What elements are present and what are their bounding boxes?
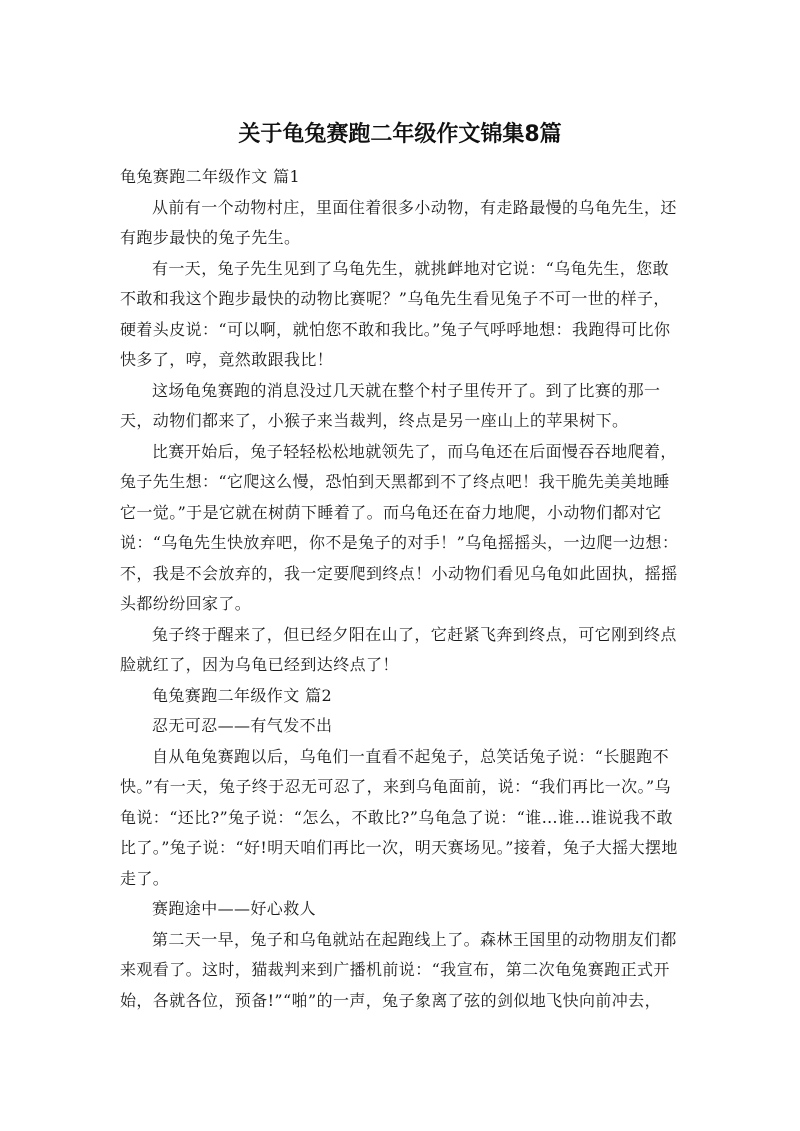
paragraph: 第二天一早，兔子和乌龟就站在起跑线上了。森林王国里的动物朋友们都来观看了。这时，猫裁判来到广播机前说：“我宣布，第二次龟兔赛跑正式开始，各就各位，预备!”“啪”的一声，兔子象离了弦的剑似地飞快向前冲去， xyxy=(120,929,677,1010)
section-subtitle: 忍无可忍——有气发不出 xyxy=(152,716,333,735)
essay-heading: 龟兔赛跑二年级作文 篇1 xyxy=(120,167,301,186)
section-subtitle: 赛跑途中——好心救人 xyxy=(152,899,317,918)
paragraph: 自从龟兔赛跑以后，乌龟们一直看不起兔子，总笑话兔子说：“长腿跑不快。”有一天，兔子终于忍无可忍了，来到乌龟面前，说：“我们再比一次。”乌龟说：“还比?”兔子说：“怎么，不敢比?”乌龟急了说：“谁…谁…谁说我不敢比了。”兔子说：“好!明天咱们再比一次，明天赛场见。”接着，兔子大摇大摆地走了。 xyxy=(120,746,678,888)
paragraph: 比赛开始后，兔子轻轻松松地就领先了，而乌龟还在后面慢吞吞地爬着，兔子先生想：“它爬这么慢，恐怕到天黑都到不了终点吧！我干脆先美美地睡它一觉。”于是它就在树荫下睡着了。而乌龟还在奋力地爬，小动物们都对它说：“乌龟先生快放弃吧，你不是兔子的对手！”乌龟摇摇头，一边爬一边想：不，我是不会放弃的，我一定要爬到终点！小动物们看见乌龟如此固执，摇摇头都纷纷回家了。 xyxy=(120,441,679,613)
paragraph: 这场龟兔赛跑的消息没过几天就在整个村子里传开了。到了比赛的那一天，动物们都来了，小猴子来当裁判，终点是另一座山上的苹果树下。 xyxy=(120,380,661,430)
document-title: 关于龟兔赛跑二年级作文锦集8篇 xyxy=(238,122,562,147)
paragraph: 兔子终于醒来了，但已经夕阳在山了，它赶紧飞奔到终点，可它刚到终点脸就红了，因为乌龟已经到达终点了！ xyxy=(120,624,677,674)
paragraph: 从前有一个动物村庄，里面住着很多小动物，有走路最慢的乌龟先生，还有跑步最快的兔子先生。 xyxy=(120,197,677,247)
paragraph: 有一天，兔子先生见到了乌龟先生，就挑衅地对它说：“乌龟先生，您敢不敢和我这个跑步最快的动物比赛呢？”乌龟先生看见兔子不可一世的样子，硬着头皮说：“可以啊，就怕您不敢和我比。”兔子气呼呼地想：我跑得可比你快多了，哼，竟然敢跟我比！ xyxy=(120,258,671,369)
essay-heading: 龟兔赛跑二年级作文 篇2 xyxy=(152,685,333,705)
